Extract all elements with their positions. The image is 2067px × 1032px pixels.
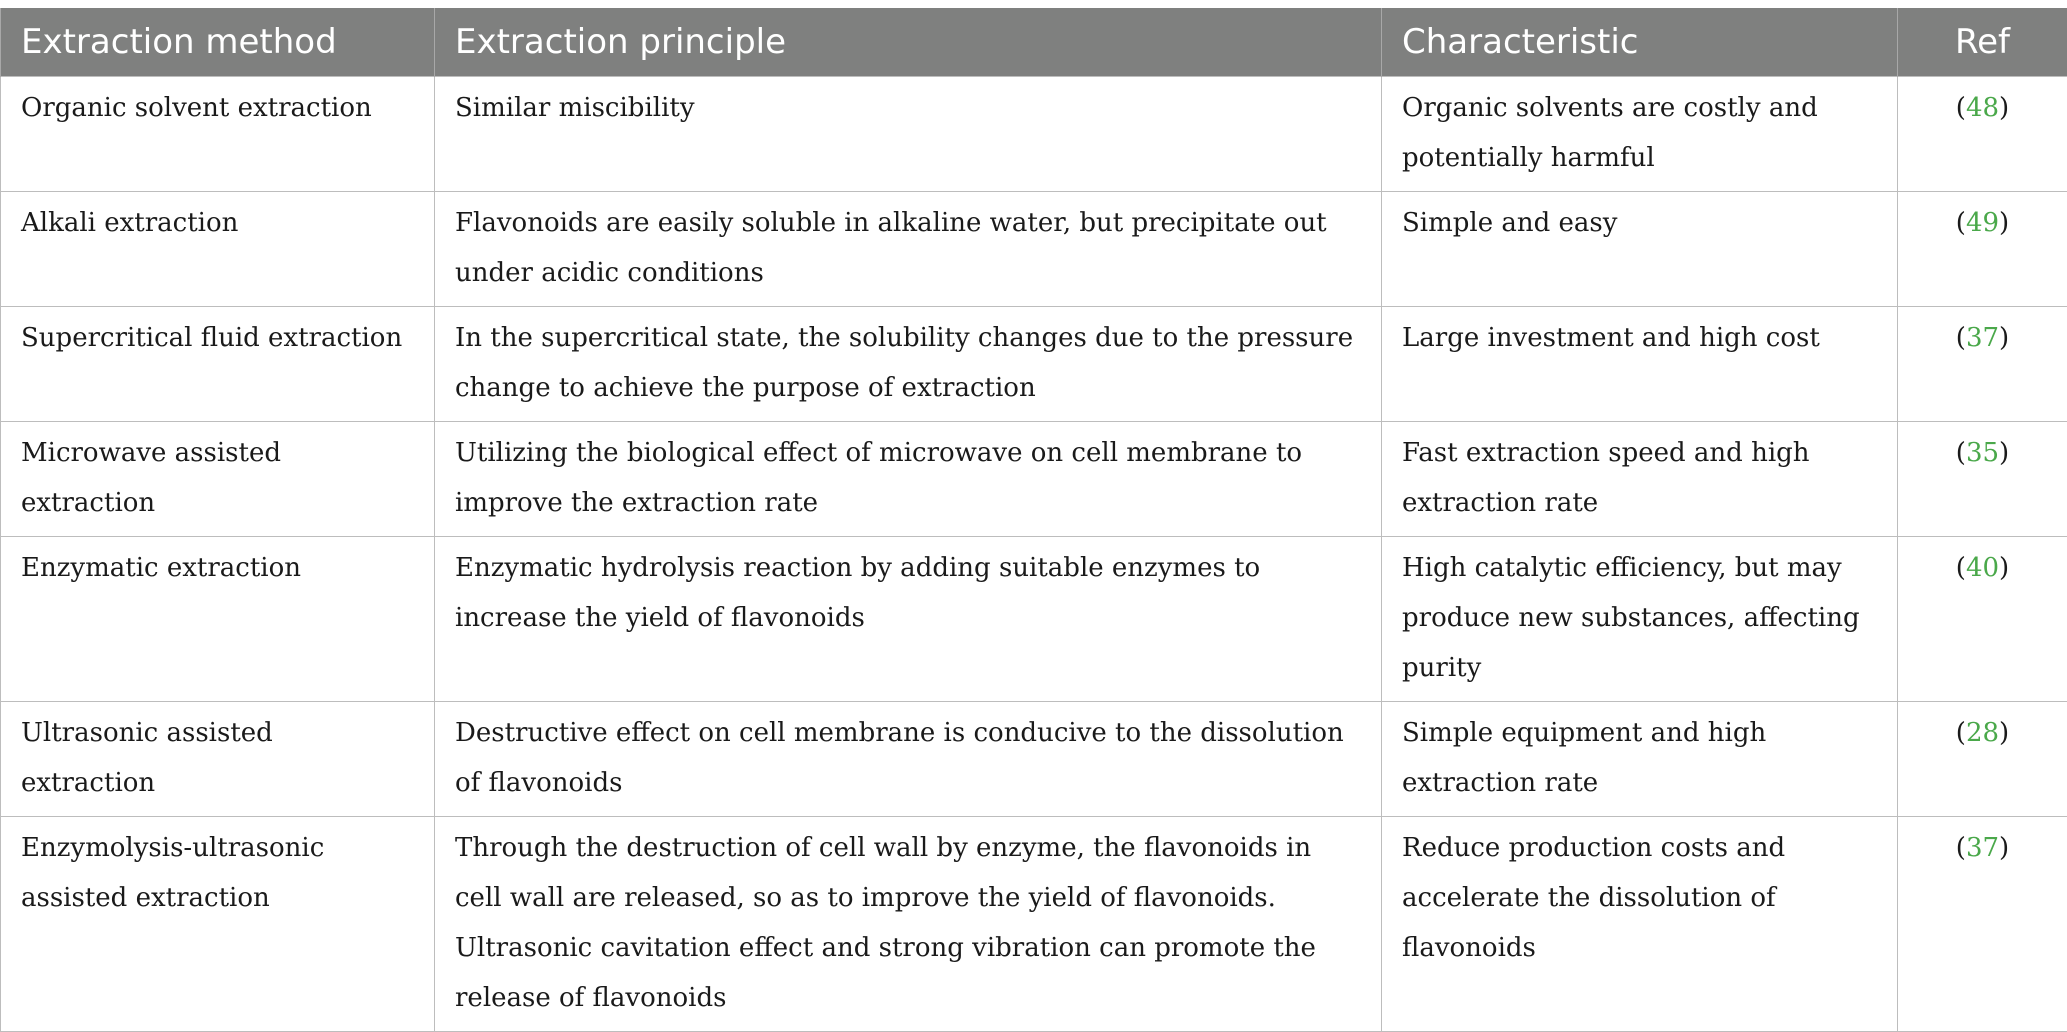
characteristic-cell: High catalytic efficiency, but may produce new substances, affecting purity [1382, 536, 1898, 701]
ref-close-paren: ) [1999, 553, 2009, 583]
method-cell: Alkali extraction [1, 191, 435, 306]
ref-cell [1898, 536, 2067, 701]
method-cell: Enzymolysis-ultrasonic assisted extraction [1, 816, 435, 1031]
table-header [1, 8, 2067, 76]
table-row [1, 421, 2067, 536]
method-cell: Enzymatic extraction [1, 536, 435, 701]
extraction-methods-table-container [0, 8, 2067, 1032]
method-cell: Microwave assisted extraction [1, 421, 435, 536]
table-row [1, 536, 2067, 701]
header-extraction-method: Extraction method [1, 8, 435, 76]
ref-open-paren: ( [1956, 208, 1966, 238]
table-row [1, 306, 2067, 421]
ref-cell [1898, 191, 2067, 306]
ref-link[interactable]: 48 [1966, 93, 1999, 123]
characteristic-cell: Simple and easy [1382, 191, 1898, 306]
ref-cell [1898, 701, 2067, 816]
ref-cell [1898, 76, 2067, 191]
ref-link[interactable]: 40 [1966, 553, 1999, 583]
ref-close-paren: ) [1999, 93, 2009, 123]
header-extraction-principle: Extraction principle [435, 8, 1382, 76]
ref-close-paren: ) [1999, 833, 2009, 863]
ref-link[interactable]: 37 [1966, 323, 1999, 353]
principle-cell: Destructive effect on cell membrane is conducive to the dissolution of flavonoids [435, 701, 1382, 816]
method-cell: Ultrasonic assisted extraction [1, 701, 435, 816]
ref-close-paren: ) [1999, 208, 2009, 238]
ref-link[interactable]: 35 [1966, 438, 1999, 468]
ref-close-paren: ) [1999, 718, 2009, 748]
table-row [1, 816, 2067, 1031]
ref-open-paren: ( [1956, 323, 1966, 353]
characteristic-cell: Simple equipment and high extraction rate [1382, 701, 1898, 816]
extraction-methods-table [0, 8, 2067, 1032]
ref-close-paren: ) [1999, 323, 2009, 353]
ref-cell [1898, 306, 2067, 421]
principle-cell: Utilizing the biological effect of microwave on cell membrane to improve the extraction rate [435, 421, 1382, 536]
ref-open-paren: ( [1956, 718, 1966, 748]
characteristic-cell: Organic solvents are costly and potentially harmful [1382, 76, 1898, 191]
principle-cell: Flavonoids are easily soluble in alkaline water, but precipitate out under acidic conditions [435, 191, 1382, 306]
method-cell: Organic solvent extraction [1, 76, 435, 191]
principle-cell: Through the destruction of cell wall by enzyme, the flavonoids in cell wall are released, so as to improve the yield of flavonoids. Ultrasonic cavitation effect and strong vibration can promote the release of flavonoids [435, 816, 1382, 1031]
ref-open-paren: ( [1956, 438, 1966, 468]
table-row [1, 701, 2067, 816]
principle-cell: Enzymatic hydrolysis reaction by adding suitable enzymes to increase the yield of flavonoids [435, 536, 1382, 701]
header-ref: Ref [1898, 8, 2067, 76]
principle-cell: In the supercritical state, the solubility changes due to the pressure change to achieve the purpose of extraction [435, 306, 1382, 421]
ref-open-paren: ( [1956, 93, 1966, 123]
characteristic-cell: Reduce production costs and accelerate the dissolution of flavonoids [1382, 816, 1898, 1031]
header-row [1, 8, 2067, 76]
ref-link[interactable]: 49 [1966, 208, 1999, 238]
method-cell: Supercritical fluid extraction [1, 306, 435, 421]
ref-link[interactable]: 28 [1966, 718, 1999, 748]
ref-open-paren: ( [1956, 553, 1966, 583]
ref-cell [1898, 816, 2067, 1031]
principle-cell: Similar miscibility [435, 76, 1382, 191]
ref-cell [1898, 421, 2067, 536]
characteristic-cell: Fast extraction speed and high extraction rate [1382, 421, 1898, 536]
table-row [1, 191, 2067, 306]
table-row [1, 76, 2067, 191]
ref-close-paren: ) [1999, 438, 2009, 468]
ref-link[interactable]: 37 [1966, 833, 1999, 863]
characteristic-cell: Large investment and high cost [1382, 306, 1898, 421]
header-characteristic: Characteristic [1382, 8, 1898, 76]
ref-open-paren: ( [1956, 833, 1966, 863]
table-body [1, 76, 2067, 1031]
